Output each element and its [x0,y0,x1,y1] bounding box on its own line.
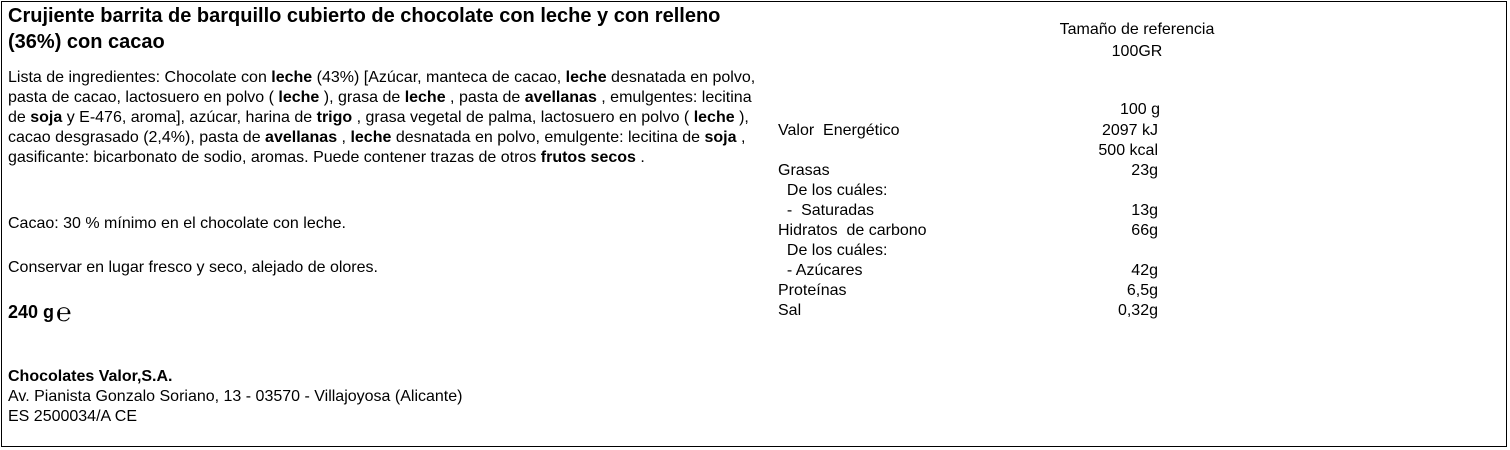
allergen-text: avellanas [265,129,338,146]
storage-instructions: Conservar en lugar fresco y seco, alejado de olores. [8,259,378,276]
nutrition-row [778,181,1158,201]
allergen-text: leche [271,69,313,86]
allergen-text: leche [404,89,446,106]
ingredient-text: desnatada en polvo, emulgente: lecitina de [391,129,705,146]
nutrition-row [778,301,1158,321]
nutrition-value: 42g [1131,262,1158,279]
nutrition-row [778,141,1158,161]
allergen-text: leche [278,89,320,106]
nutrition-row [778,241,1158,261]
allergen-text: avellanas [524,89,597,106]
nutrition-label: De los cuáles: [778,242,888,259]
nutrition-value: 13g [1131,202,1158,219]
ingredient-text: Lista de ingredientes: Chocolate con [8,69,272,86]
nutrition-row [778,261,1158,281]
cacao-note: Cacao: 30 % mínimo en el chocolate con leche. [8,215,346,232]
reference-size-label: Tamaño de referencia [1059,21,1215,38]
company-info [8,367,462,427]
nutrition-label: Proteínas [778,282,847,299]
nutrition-label: Hidratos de carbono [778,222,927,239]
nutrition-row [778,121,1158,141]
nutrition-row [778,281,1158,301]
nutrition-value: 0,32g [1117,302,1158,319]
nutrition-value: 500 kcal [1098,142,1158,159]
ingredient-text: y E-476, aroma], azúcar, harina de [62,109,317,126]
ingredient-text: . [635,149,645,166]
nutrition-row [778,221,1158,241]
allergen-text: trigo [316,109,353,126]
allergen-text: soja [30,109,63,126]
reference-size-value: 100GR [1111,43,1163,60]
nutrition-label: Sal [778,302,802,319]
company-name: Chocolates Valor,S.A. [8,368,173,385]
allergen-text: leche [565,69,607,86]
nutrition-label: Grasas [778,162,830,179]
ingredient-text: desnatada en polvo, pasta de cacao, lactosuero en polvo ( [8,69,756,106]
company-registry: ES 2500034/A CE [8,408,137,425]
net-weight-value: 240 g [8,302,55,322]
product-title: Crujiente barrita de barquillo cubierto de chocolate con leche y con relleno (36%) con cacao [8,5,721,53]
nutrition-row [778,161,1158,181]
nutrition-value: 6,5g [1126,282,1158,299]
per-100g-header: 100 g [1119,101,1160,118]
allergen-text: leche [693,109,735,126]
nutrition-label: Valor Energético [778,122,900,139]
allergen-text: leche [350,129,392,146]
nutrition-value: 2097 kJ [1101,122,1158,139]
allergen-text: frutos secos [540,149,636,166]
ingredient-text: , [337,129,351,146]
estimated-sign-icon: ℮ [56,297,72,327]
net-weight [8,297,72,327]
nutrition-value: 66g [1131,222,1158,239]
nutrition-label: De los cuáles: [778,182,888,199]
ingredient-text: ), cacao desgrasado (2,4%), pasta de [8,109,749,146]
company-address: Av. Pianista Gonzalo Soriano, 13 - 03570 - Villajoyosa (Alicante) [8,388,463,405]
ingredient-text: , emulgentes: lecitina de [8,89,752,126]
nutrition-row [778,201,1158,221]
ingredient-text: , grasa vegetal de palma, lactosuero en polvo ( [352,109,694,126]
nutrition-label: - Azúcares [778,262,863,279]
ingredient-text: , gasificante: bicarbonato de sodio, aromas. Puede contener trazas de otros [8,129,746,166]
nutrition-value: 23g [1131,162,1158,179]
nutrition-label: - Saturadas [778,202,875,219]
ingredient-text: (43%) [Azúcar, manteca de cacao, [312,69,566,86]
allergen-text: soja [704,129,737,146]
ingredients-list [8,68,760,168]
ingredient-text: , pasta de [445,89,525,106]
ingredient-text: ), grasa de [319,89,405,106]
